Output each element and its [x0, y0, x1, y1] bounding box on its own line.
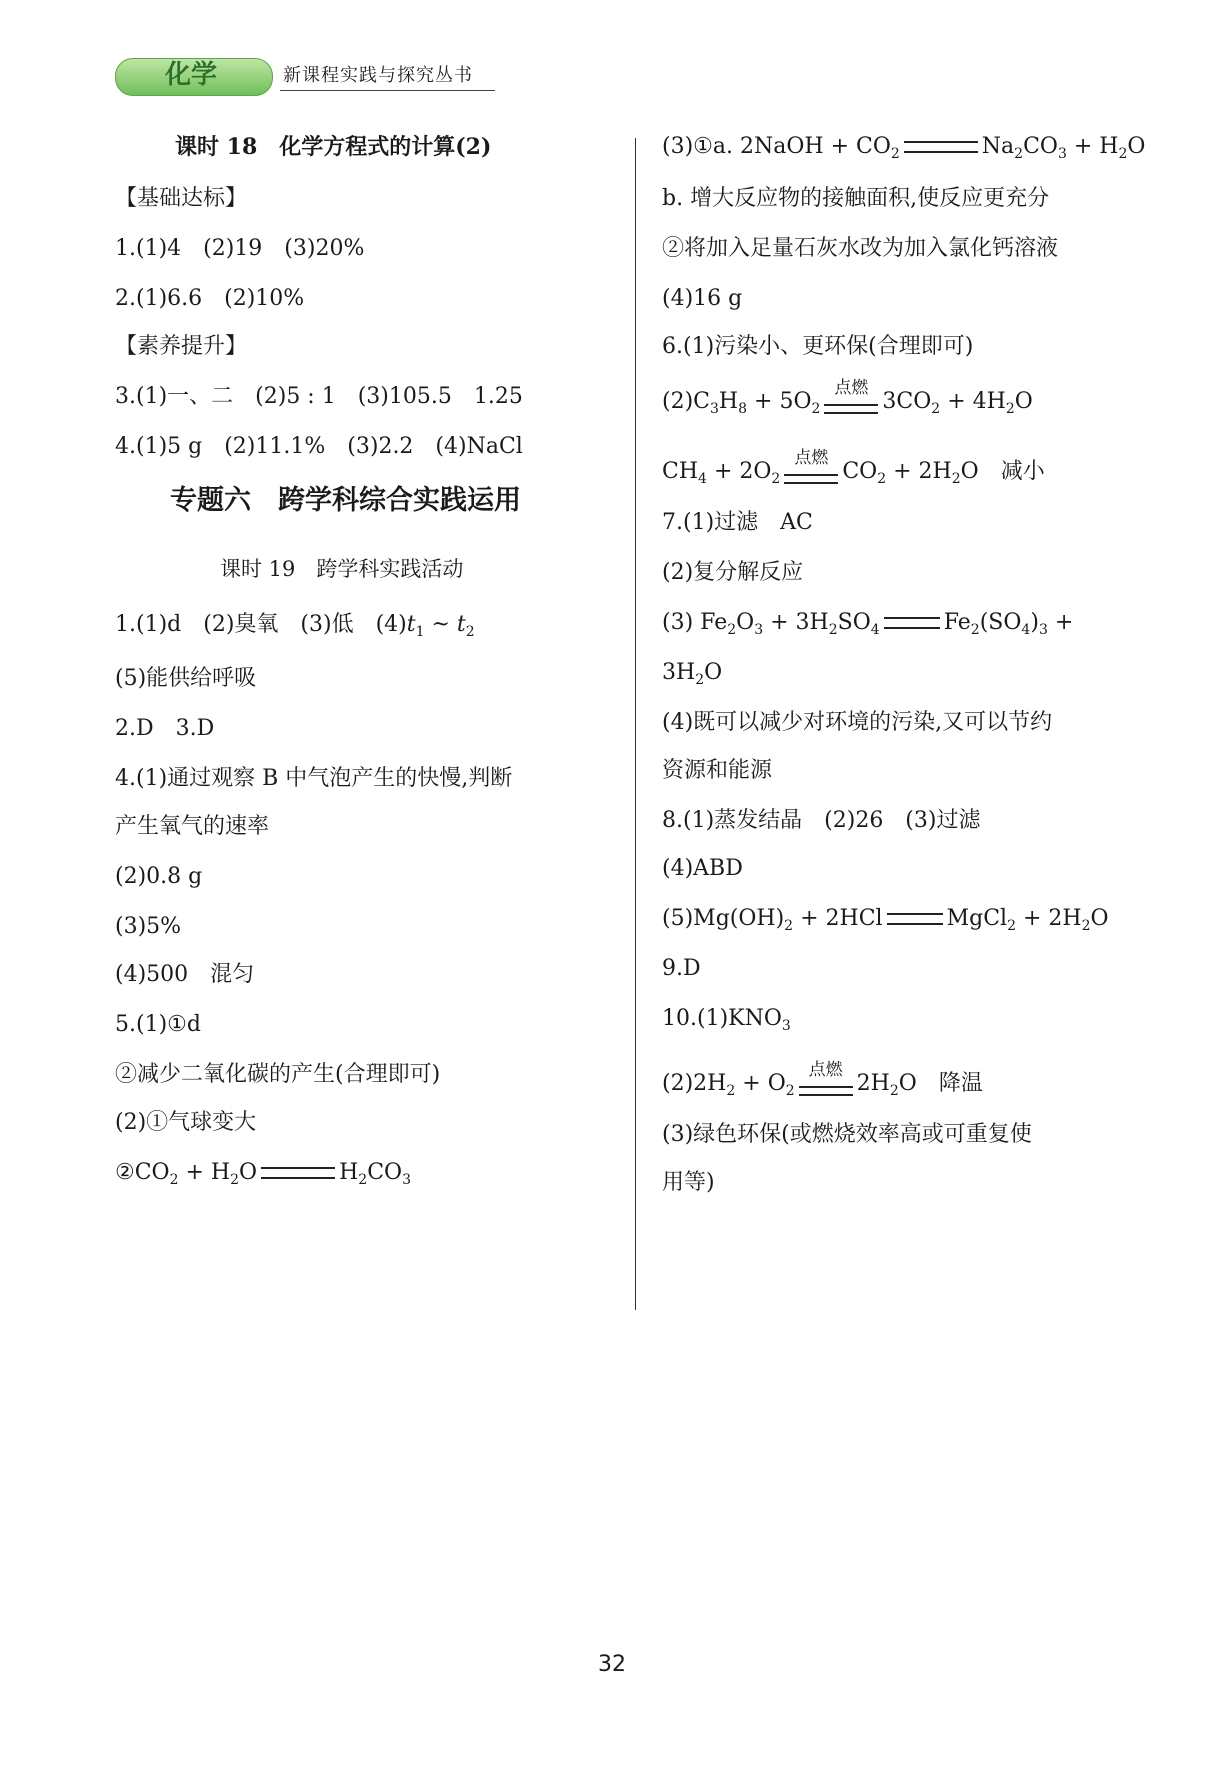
answer-line: (3)绿色环保(或燃烧效率高或可重复使	[662, 1122, 1032, 1147]
section-basic: 【基础达标】	[115, 186, 248, 211]
answer-line: 9.D	[662, 956, 701, 981]
eq-part: 3H	[662, 660, 696, 685]
equals-sign	[887, 913, 943, 925]
eq-part: O	[1090, 906, 1109, 931]
answer-line: 产生氧气的速率	[115, 814, 270, 839]
condition-label: 点燃	[808, 1060, 843, 1080]
answer-text: 1	[415, 624, 425, 640]
eq-sub: 2	[889, 1083, 899, 1099]
answer-text: 1.(1)d (2)臭氧 (3)低 (4)	[115, 612, 407, 637]
eq-part: +	[1047, 610, 1074, 635]
eq-sub: 2	[169, 1172, 179, 1188]
answer-line: (4)500 混匀	[115, 962, 255, 987]
eq-sub: 2	[890, 146, 900, 162]
condition-label: 点燃	[834, 378, 869, 398]
eq-part: 10.(1)KNO	[662, 1006, 782, 1031]
eq-part: Na	[981, 134, 1015, 159]
equals-sign	[904, 141, 978, 153]
eq-sub: 4	[870, 622, 880, 638]
answer-line: 8.(1)蒸发结晶 (2)26 (3)过滤	[662, 808, 981, 833]
eq-sub: 2	[970, 622, 980, 638]
eq-part: + 2HCl	[793, 906, 883, 931]
eq-part: O 减小	[960, 459, 1045, 484]
eq-part: (2)2H	[662, 1071, 727, 1096]
equals-sign	[884, 617, 940, 629]
answer-line	[115, 610, 475, 640]
eq-part: CO	[1023, 134, 1058, 159]
condition-label: 点燃	[794, 448, 829, 468]
lesson-19-title: 课时 19 跨学科实践活动	[220, 557, 464, 581]
eq-part: SO	[837, 610, 871, 635]
answer-line: 6.(1)污染小、更环保(合理即可)	[662, 334, 974, 359]
eq-sub: 3	[402, 1172, 411, 1188]
eq-part: MgCl	[946, 906, 1008, 931]
equals-sign	[799, 1086, 853, 1096]
eq-sub: 3	[754, 622, 764, 638]
eq-part: (2)C	[662, 389, 710, 414]
eq-sub: 4	[698, 471, 707, 487]
eq-part: + 5O	[747, 389, 812, 414]
equation-line	[662, 378, 1033, 422]
equation-line	[662, 448, 1045, 492]
eq-part: + O	[735, 1071, 786, 1096]
eq-sub: 2	[877, 471, 887, 487]
eq-sub: 2	[951, 471, 961, 487]
eq-part: O	[736, 610, 755, 635]
eq-sub: 3	[1057, 146, 1067, 162]
eq-part: 3CO	[882, 389, 932, 414]
answer-line: 4.(1)5 g (2)11.1% (3)2.2 (4)NaCl	[115, 434, 523, 459]
eq-sub: 2	[695, 672, 705, 688]
eq-part: O	[1014, 389, 1033, 414]
eq-part: O	[239, 1160, 258, 1185]
eq-part: + 4H	[940, 389, 1006, 414]
answer-text: t	[406, 612, 416, 637]
eq-part: Fe	[943, 610, 971, 635]
lesson-18-title: 课时 18 化学方程式的计算(2)	[175, 134, 492, 160]
answer-line: 资源和能源	[662, 758, 773, 783]
answer-line: 5.(1)①d	[115, 1012, 201, 1037]
answer-line: (4)ABD	[662, 856, 743, 881]
answer-line: b. 增大反应物的接触面积,使反应更充分	[662, 186, 1050, 211]
reaction-condition	[782, 448, 840, 492]
eq-part: + 2H	[886, 459, 952, 484]
section-improve: 【素养提升】	[115, 334, 248, 359]
answer-line: 1.(1)4 (2)19 (3)20%	[115, 236, 365, 261]
eq-sub: 3	[1038, 622, 1048, 638]
answer-line: (3)5%	[115, 914, 182, 939]
eq-sub: 4	[1021, 622, 1031, 638]
eq-sub: 2	[1118, 146, 1128, 162]
eq-sub: 2	[358, 1172, 368, 1188]
eq-part: O	[704, 660, 723, 685]
page-header	[115, 56, 495, 98]
eq-sub: 2	[785, 1083, 795, 1099]
eq-part: H	[718, 389, 739, 414]
series-title: 新课程实践与探究丛书	[283, 65, 473, 86]
answer-text: t	[456, 612, 466, 637]
eq-sub: 2	[726, 1083, 736, 1099]
eq-part: + 2H	[1015, 906, 1082, 931]
eq-sub: 3	[710, 401, 719, 417]
eq-part: (5)Mg(OH)	[662, 906, 785, 931]
topic-title: 专题六 跨学科综合实践运用	[170, 485, 521, 516]
eq-part: (SO	[979, 610, 1022, 635]
answer-line: (2)①气球变大	[115, 1110, 257, 1135]
equation-line	[662, 1004, 791, 1034]
eq-sub: 2	[1007, 918, 1016, 934]
series-underline	[280, 90, 495, 91]
eq-sub: 2	[727, 622, 737, 638]
eq-sub: 2	[811, 401, 821, 417]
answer-line: 4.(1)通过观察 B 中气泡产生的快慢,判断	[115, 766, 513, 791]
eq-part: + H	[178, 1160, 231, 1185]
answer-line: 2.D 3.D	[115, 716, 215, 741]
eq-part: CO	[842, 459, 878, 484]
eq-sub: 3	[781, 1018, 791, 1034]
answer-line: ②减少二氧化碳的产生(合理即可)	[115, 1062, 441, 1087]
answer-line: 2.(1)6.6 (2)10%	[115, 286, 305, 311]
subject-label: 化学	[165, 60, 218, 90]
eq-part: ②CO	[115, 1160, 170, 1185]
answer-line: (2)0.8 g	[115, 864, 203, 889]
equation-line	[662, 132, 1145, 162]
eq-part: 2H	[856, 1071, 890, 1096]
equation-line	[662, 1060, 983, 1104]
equation-line	[662, 658, 722, 688]
answer-line: (4)16 g	[662, 286, 743, 311]
eq-sub: 2	[230, 1172, 240, 1188]
eq-sub: 2	[1014, 146, 1024, 162]
answer-line: (2)复分解反应	[662, 560, 804, 585]
eq-sub: 2	[931, 401, 941, 417]
page-number: 32	[598, 1652, 626, 1677]
answer-text: ~	[424, 612, 457, 637]
eq-part: H	[339, 1160, 359, 1185]
eq-sub: 2	[1081, 918, 1091, 934]
equation-line	[115, 1158, 411, 1188]
eq-part: (3) Fe	[662, 610, 728, 635]
eq-sub: 2	[784, 918, 794, 934]
answer-line: (5)能供给呼吸	[115, 666, 257, 691]
eq-part: O	[1127, 134, 1146, 159]
reaction-condition	[822, 378, 880, 422]
eq-part: CO	[367, 1160, 403, 1185]
answer-line: 用等)	[662, 1170, 715, 1195]
answer-line: 3.(1)一、二 (2)5 : 1 (3)105.5 1.25	[115, 384, 523, 409]
answer-line: (4)既可以减少对环境的污染,又可以节约	[662, 710, 1053, 735]
eq-part: )	[1030, 610, 1039, 635]
eq-part: CH	[662, 459, 699, 484]
column-divider	[635, 138, 636, 1310]
eq-part: + 2O	[706, 459, 772, 484]
reaction-condition	[797, 1060, 855, 1104]
eq-part: (3)①a. 2NaOH + CO	[662, 134, 891, 159]
answer-line: ②将加入足量石灰水改为加入氯化钙溶液	[662, 236, 1059, 261]
equals-sign	[261, 1167, 335, 1179]
answer-text: 2	[465, 624, 475, 640]
equals-sign	[824, 404, 878, 414]
eq-sub: 8	[738, 401, 748, 417]
eq-part: O 降温	[898, 1071, 983, 1096]
eq-part: + 3H	[763, 610, 829, 635]
eq-sub: 2	[771, 471, 781, 487]
eq-sub: 2	[828, 622, 838, 638]
eq-sub: 2	[1005, 401, 1015, 417]
equals-sign	[784, 474, 838, 484]
equation-line	[662, 904, 1109, 934]
answer-line: 7.(1)过滤 AC	[662, 510, 813, 535]
eq-part: + H	[1066, 134, 1119, 159]
equation-line	[662, 608, 1073, 638]
